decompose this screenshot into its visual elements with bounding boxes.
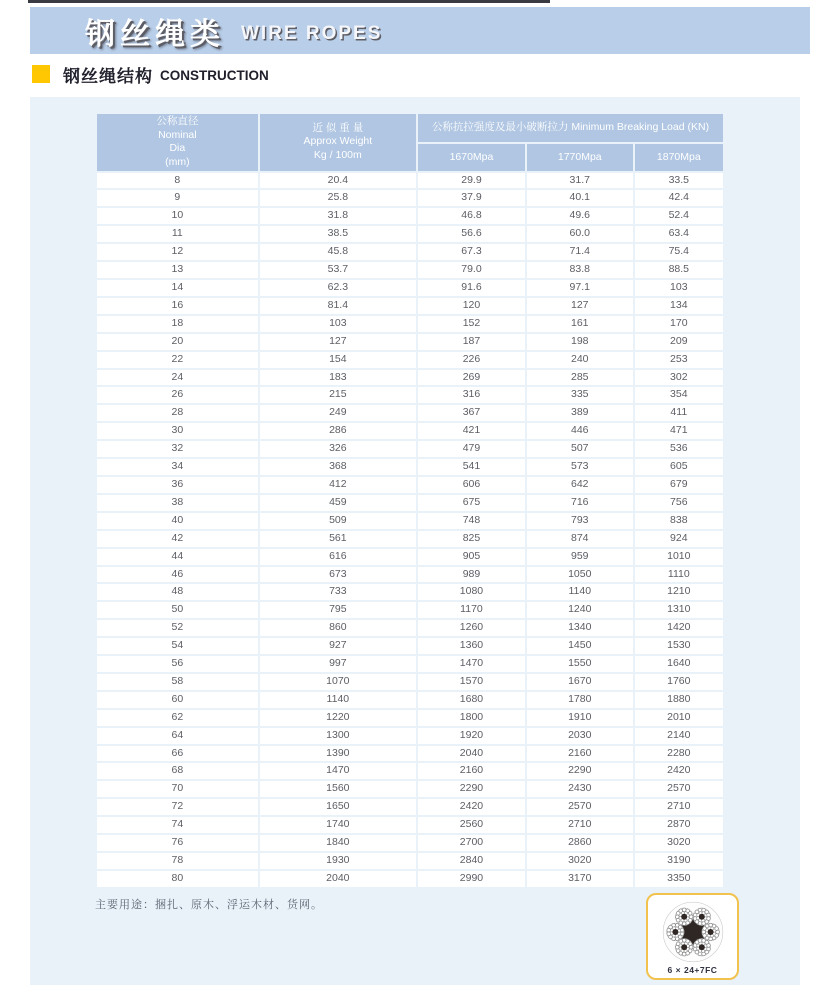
table-cell: 134	[635, 298, 723, 314]
table-cell: 44	[97, 549, 258, 565]
table-cell: 1170	[418, 602, 525, 618]
table-cell: 733	[260, 584, 416, 600]
table-cell: 1560	[260, 781, 416, 797]
column-header-breaking-load: 公称抗拉强度及最小破断拉力 Minimum Breaking Load (KN)	[418, 114, 723, 142]
table-cell: 1110	[635, 567, 723, 583]
spec-table-container	[95, 112, 725, 889]
table-cell: 673	[260, 567, 416, 583]
header-line: Kg / 100m	[313, 149, 362, 162]
table-cell: 183	[260, 370, 416, 386]
table-row	[97, 692, 723, 708]
table-cell: 1670	[527, 674, 633, 690]
table-cell: 253	[635, 352, 723, 368]
table-row	[97, 316, 723, 332]
table-cell: 22	[97, 352, 258, 368]
table-cell: 1910	[527, 710, 633, 726]
table-cell: 215	[260, 387, 416, 403]
column-header-1770mpa: 1770Mpa	[527, 144, 633, 170]
table-cell: 2570	[635, 781, 723, 797]
table-cell: 2040	[260, 871, 416, 887]
table-cell: 326	[260, 441, 416, 457]
table-row	[97, 280, 723, 296]
table-cell: 18	[97, 316, 258, 332]
table-cell: 1740	[260, 817, 416, 833]
table-cell: 716	[527, 495, 633, 511]
table-row	[97, 352, 723, 368]
table-cell: 367	[418, 405, 525, 421]
table-row	[97, 495, 723, 511]
table-cell: 316	[418, 387, 525, 403]
table-row	[97, 853, 723, 869]
table-cell: 1570	[418, 674, 525, 690]
table-cell: 198	[527, 334, 633, 350]
table-row	[97, 226, 723, 242]
table-row	[97, 567, 723, 583]
column-header-1870mpa: 1870Mpa	[635, 144, 723, 170]
table-cell: 71.4	[527, 244, 633, 260]
column-header-weight	[260, 114, 416, 171]
table-cell: 1920	[418, 728, 525, 744]
table-cell: 3170	[527, 871, 633, 887]
table-cell: 605	[635, 459, 723, 475]
table-cell: 78	[97, 853, 258, 869]
table-cell: 56	[97, 656, 258, 672]
table-cell: 1210	[635, 584, 723, 600]
table-cell: 860	[260, 620, 416, 636]
table-cell: 1450	[527, 638, 633, 654]
table-cell: 24	[97, 370, 258, 386]
table-cell: 541	[418, 459, 525, 475]
table-cell: 1080	[418, 584, 525, 600]
table-cell: 1390	[260, 746, 416, 762]
table-row	[97, 513, 723, 529]
table-row	[97, 638, 723, 654]
table-cell: 675	[418, 495, 525, 511]
table-row	[97, 620, 723, 636]
table-cell: 2280	[635, 746, 723, 762]
table-cell: 2030	[527, 728, 633, 744]
table-cell: 3020	[527, 853, 633, 869]
table-cell: 226	[418, 352, 525, 368]
header-line: Approx Weight	[303, 135, 373, 148]
table-row	[97, 208, 723, 224]
table-cell: 60	[97, 692, 258, 708]
table-cell: 421	[418, 423, 525, 439]
table-cell: 3020	[635, 835, 723, 851]
table-cell: 66	[97, 746, 258, 762]
table-cell: 20.4	[260, 173, 416, 189]
table-cell: 2290	[418, 781, 525, 797]
table-cell: 37.9	[418, 190, 525, 206]
table-row	[97, 405, 723, 421]
table-cell: 2560	[418, 817, 525, 833]
table-row	[97, 746, 723, 762]
table-cell: 459	[260, 495, 416, 511]
table-cell: 2870	[635, 817, 723, 833]
table-cell: 573	[527, 459, 633, 475]
table-cell: 1140	[260, 692, 416, 708]
table-row	[97, 799, 723, 815]
column-header-1670mpa: 1670Mpa	[418, 144, 525, 170]
table-cell: 1140	[527, 584, 633, 600]
table-cell: 793	[527, 513, 633, 529]
table-cell: 1050	[527, 567, 633, 583]
table-row	[97, 728, 723, 744]
table-cell: 52.4	[635, 208, 723, 224]
table-cell: 10	[97, 208, 258, 224]
table-cell: 81.4	[260, 298, 416, 314]
table-cell: 48	[97, 584, 258, 600]
table-cell: 302	[635, 370, 723, 386]
table-cell: 187	[418, 334, 525, 350]
table-row	[97, 262, 723, 278]
table-cell: 2710	[527, 817, 633, 833]
header-line: Dia	[169, 142, 186, 155]
table-cell: 536	[635, 441, 723, 457]
table-cell: 29.9	[418, 173, 525, 189]
table-cell: 32	[97, 441, 258, 457]
table-cell: 11	[97, 226, 258, 242]
table-cell: 120	[418, 298, 525, 314]
table-cell: 88.5	[635, 262, 723, 278]
table-cell: 616	[260, 549, 416, 565]
table-cell: 240	[527, 352, 633, 368]
table-cell: 411	[635, 405, 723, 421]
table-cell: 1360	[418, 638, 525, 654]
table-cell: 642	[527, 477, 633, 493]
table-cell: 825	[418, 531, 525, 547]
table-cell: 30	[97, 423, 258, 439]
table-cell: 56.6	[418, 226, 525, 242]
table-cell: 389	[527, 405, 633, 421]
table-cell: 1240	[527, 602, 633, 618]
table-cell: 509	[260, 513, 416, 529]
table-cell: 1470	[260, 763, 416, 779]
table-cell: 152	[418, 316, 525, 332]
table-row	[97, 441, 723, 457]
table-cell: 46	[97, 567, 258, 583]
table-cell: 209	[635, 334, 723, 350]
table-row	[97, 602, 723, 618]
table-cell: 412	[260, 477, 416, 493]
table-cell: 2010	[635, 710, 723, 726]
header-line: 近 似 重 量	[312, 121, 364, 134]
table-cell: 2420	[635, 763, 723, 779]
table-cell: 36	[97, 477, 258, 493]
table-cell: 446	[527, 423, 633, 439]
table-cell: 83.8	[527, 262, 633, 278]
table-cell: 52	[97, 620, 258, 636]
table-row	[97, 423, 723, 439]
rope-construction-card	[646, 893, 739, 980]
table-cell: 38	[97, 495, 258, 511]
table-cell: 905	[418, 549, 525, 565]
table-cell: 79.0	[418, 262, 525, 278]
usage-note: 主要用途：捆扎、原木、浮运木材、货网。	[95, 899, 323, 911]
table-row	[97, 190, 723, 206]
section-title-en: CONSTRUCTION	[160, 67, 269, 83]
table-cell: 1010	[635, 549, 723, 565]
table-cell: 927	[260, 638, 416, 654]
table-cell: 2840	[418, 853, 525, 869]
rope-cross-section	[661, 900, 725, 964]
table-cell: 1530	[635, 638, 723, 654]
table-cell: 2860	[527, 835, 633, 851]
table-cell: 31.7	[527, 173, 633, 189]
table-cell: 479	[418, 441, 525, 457]
table-cell: 12	[97, 244, 258, 260]
table-cell: 2430	[527, 781, 633, 797]
table-row	[97, 781, 723, 797]
table-cell: 2700	[418, 835, 525, 851]
table-cell: 471	[635, 423, 723, 439]
table-row	[97, 584, 723, 600]
table-cell: 1300	[260, 728, 416, 744]
table-cell: 62	[97, 710, 258, 726]
table-cell: 49.6	[527, 208, 633, 224]
table-cell: 249	[260, 405, 416, 421]
table-cell: 874	[527, 531, 633, 547]
table-cell: 1640	[635, 656, 723, 672]
section-title-zh: 钢丝绳结构	[63, 66, 153, 86]
table-row	[97, 370, 723, 386]
table-row	[97, 871, 723, 887]
table-cell: 70	[97, 781, 258, 797]
table-cell: 1070	[260, 674, 416, 690]
table-cell: 2990	[418, 871, 525, 887]
table-cell: 42.4	[635, 190, 723, 206]
table-cell: 14	[97, 280, 258, 296]
table-cell: 1470	[418, 656, 525, 672]
table-cell: 54	[97, 638, 258, 654]
table-cell: 2040	[418, 746, 525, 762]
table-cell: 45.8	[260, 244, 416, 260]
table-cell: 103	[260, 316, 416, 332]
table-cell: 74	[97, 817, 258, 833]
table-cell: 679	[635, 477, 723, 493]
table-row	[97, 835, 723, 851]
table-cell: 2570	[527, 799, 633, 815]
table-row	[97, 674, 723, 690]
table-cell: 1760	[635, 674, 723, 690]
table-cell: 97.1	[527, 280, 633, 296]
table-row	[97, 531, 723, 547]
table-cell: 25.8	[260, 190, 416, 206]
table-cell: 1340	[527, 620, 633, 636]
table-cell: 748	[418, 513, 525, 529]
table-cell: 67.3	[418, 244, 525, 260]
wire-rope-spec-table	[95, 112, 725, 889]
table-cell: 72	[97, 799, 258, 815]
table-cell: 26	[97, 387, 258, 403]
table-cell: 3350	[635, 871, 723, 887]
table-cell: 1650	[260, 799, 416, 815]
page-top-rule	[28, 0, 550, 3]
table-cell: 335	[527, 387, 633, 403]
table-cell: 40.1	[527, 190, 633, 206]
table-row	[97, 710, 723, 726]
table-cell: 959	[527, 549, 633, 565]
table-cell: 1880	[635, 692, 723, 708]
table-cell: 1680	[418, 692, 525, 708]
column-header-diameter	[97, 114, 258, 171]
table-cell: 9	[97, 190, 258, 206]
table-cell: 53.7	[260, 262, 416, 278]
page-header-band	[30, 7, 810, 54]
table-cell: 154	[260, 352, 416, 368]
table-cell: 13	[97, 262, 258, 278]
table-cell: 16	[97, 298, 258, 314]
table-cell: 2140	[635, 728, 723, 744]
table-cell: 62.3	[260, 280, 416, 296]
table-row	[97, 549, 723, 565]
table-cell: 170	[635, 316, 723, 332]
table-cell: 1260	[418, 620, 525, 636]
table-cell: 60.0	[527, 226, 633, 242]
table-cell: 507	[527, 441, 633, 457]
table-cell: 63.4	[635, 226, 723, 242]
table-cell: 354	[635, 387, 723, 403]
table-cell: 103	[635, 280, 723, 296]
table-cell: 1930	[260, 853, 416, 869]
table-row	[97, 477, 723, 493]
table-cell: 2290	[527, 763, 633, 779]
table-cell: 127	[260, 334, 416, 350]
header-line: 公称直径	[156, 115, 199, 127]
table-cell: 2160	[527, 746, 633, 762]
table-cell: 68	[97, 763, 258, 779]
table-cell: 46.8	[418, 208, 525, 224]
rope-construction-label: 6 × 24+7FC	[667, 965, 718, 975]
table-cell: 127	[527, 298, 633, 314]
table-cell: 1310	[635, 602, 723, 618]
table-row	[97, 387, 723, 403]
table-cell: 606	[418, 477, 525, 493]
table-cell: 1220	[260, 710, 416, 726]
table-cell: 76	[97, 835, 258, 851]
table-cell: 924	[635, 531, 723, 547]
table-cell: 989	[418, 567, 525, 583]
table-cell: 31.8	[260, 208, 416, 224]
table-cell: 997	[260, 656, 416, 672]
table-cell: 2160	[418, 763, 525, 779]
table-cell: 269	[418, 370, 525, 386]
table-cell: 3190	[635, 853, 723, 869]
table-cell: 20	[97, 334, 258, 350]
header-line: (mm)	[165, 155, 190, 168]
header-line: Nominal	[158, 128, 197, 141]
table-cell: 286	[260, 423, 416, 439]
table-cell: 80	[97, 871, 258, 887]
table-cell: 33.5	[635, 173, 723, 189]
table-cell: 58	[97, 674, 258, 690]
section-heading	[32, 62, 269, 86]
table-cell: 64	[97, 728, 258, 744]
table-body	[97, 173, 723, 887]
table-row	[97, 763, 723, 779]
table-cell: 285	[527, 370, 633, 386]
table-cell: 2420	[418, 799, 525, 815]
table-row	[97, 817, 723, 833]
table-cell: 2710	[635, 799, 723, 815]
table-cell: 75.4	[635, 244, 723, 260]
table-cell: 561	[260, 531, 416, 547]
table-cell: 756	[635, 495, 723, 511]
table-row	[97, 244, 723, 260]
table-cell: 161	[527, 316, 633, 332]
table-cell: 42	[97, 531, 258, 547]
table-cell: 368	[260, 459, 416, 475]
table-cell: 1550	[527, 656, 633, 672]
table-cell: 40	[97, 513, 258, 529]
table-row	[97, 298, 723, 314]
table-header	[97, 114, 723, 171]
table-cell: 838	[635, 513, 723, 529]
table-cell: 50	[97, 602, 258, 618]
table-row	[97, 459, 723, 475]
table-cell: 91.6	[418, 280, 525, 296]
table-cell: 1780	[527, 692, 633, 708]
table-cell: 34	[97, 459, 258, 475]
table-row	[97, 656, 723, 672]
table-cell: 795	[260, 602, 416, 618]
table-row	[97, 334, 723, 350]
table-row	[97, 173, 723, 189]
table-cell: 1420	[635, 620, 723, 636]
table-cell: 1800	[418, 710, 525, 726]
page-title-en: WIRE ROPES	[241, 22, 383, 44]
table-cell: 1840	[260, 835, 416, 851]
page-title-zh: 钢丝绳类	[85, 17, 225, 51]
table-cell: 38.5	[260, 226, 416, 242]
table-cell: 28	[97, 405, 258, 421]
yellow-bullet-icon	[32, 65, 50, 83]
table-cell: 8	[97, 173, 258, 189]
